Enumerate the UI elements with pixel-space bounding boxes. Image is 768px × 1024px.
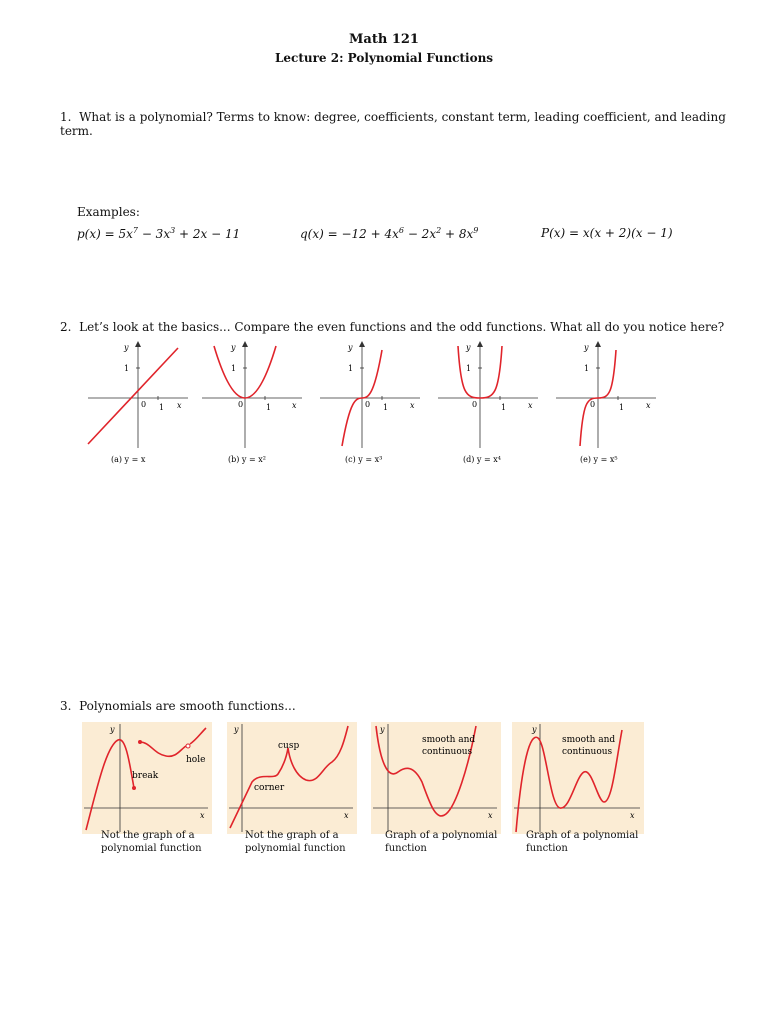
origin-label: 0 bbox=[365, 400, 371, 409]
x-axis-label: x bbox=[177, 401, 182, 410]
label-hole: hole bbox=[186, 755, 206, 765]
caption-panel-2 bbox=[245, 829, 346, 855]
svg-text:x: x bbox=[344, 811, 349, 820]
eq-part: − 2x bbox=[404, 227, 437, 241]
exponent: 6 bbox=[398, 226, 404, 235]
svg-text:y: y bbox=[234, 725, 239, 734]
caption-line: Not the graph of a bbox=[245, 830, 339, 841]
caption-line: function bbox=[526, 843, 568, 854]
eq-part: + 8x bbox=[441, 227, 474, 241]
tick-one-label: 1 bbox=[584, 364, 590, 373]
exponent: 7 bbox=[132, 226, 138, 235]
tick-one-label: 1 bbox=[159, 403, 165, 412]
caption-line: Graph of a polynomial bbox=[385, 830, 498, 841]
question-number: 3. bbox=[60, 699, 72, 713]
x-axis-label: x bbox=[528, 401, 533, 410]
origin-label: 0 bbox=[141, 400, 147, 409]
caption-line: function bbox=[385, 843, 427, 854]
label-smooth: smooth and bbox=[422, 735, 476, 745]
origin-label: 0 bbox=[238, 400, 244, 409]
label-continuous: continuous bbox=[422, 747, 473, 757]
eq-part: q(x) = −12 + 4x bbox=[300, 227, 399, 241]
label-continuous: continuous bbox=[562, 747, 613, 757]
caption-line: Not the graph of a bbox=[101, 830, 195, 841]
svg-text:x: x bbox=[630, 811, 635, 820]
question-number: 1. bbox=[60, 110, 72, 124]
label-smooth: smooth and bbox=[562, 735, 616, 745]
question-1 bbox=[60, 110, 740, 138]
question-text: Polynomials are smooth functions... bbox=[79, 699, 296, 713]
y-axis-label: y bbox=[231, 343, 236, 352]
y-axis-label: y bbox=[584, 343, 589, 352]
y-axis-label: y bbox=[348, 343, 353, 352]
examples-label: Examples: bbox=[77, 205, 140, 219]
svg-text:x: x bbox=[200, 811, 205, 820]
panel-break-hole bbox=[82, 722, 212, 834]
label-break: break bbox=[132, 771, 159, 781]
tick-one-label: 1 bbox=[466, 364, 472, 373]
lecture-title: Lecture 2: Polynomial Functions bbox=[274, 51, 494, 65]
exponent: 9 bbox=[473, 226, 479, 235]
exponent: 2 bbox=[436, 226, 442, 235]
svg-text:x: x bbox=[488, 811, 493, 820]
graph-caption: (a) y = x bbox=[111, 455, 146, 464]
example-p bbox=[77, 226, 240, 241]
caption-panel-1 bbox=[101, 829, 202, 855]
svg-text:y: y bbox=[380, 725, 385, 734]
caption-line: polynomial function bbox=[101, 843, 202, 854]
graph-caption: (e) y = x⁵ bbox=[580, 455, 618, 464]
x-axis-label: x bbox=[410, 401, 415, 410]
y-axis-label: y bbox=[466, 343, 471, 352]
exponent: 3 bbox=[170, 226, 176, 235]
x-axis-label: x bbox=[292, 401, 297, 410]
tick-one-label: 1 bbox=[619, 403, 625, 412]
question-number: 2. bbox=[60, 320, 72, 334]
tick-one-label: 1 bbox=[501, 403, 507, 412]
eq-part: + 2x − 11 bbox=[175, 227, 241, 241]
question-2 bbox=[60, 320, 740, 334]
graph-caption: (c) y = x³ bbox=[345, 455, 383, 464]
origin-label: 0 bbox=[472, 400, 478, 409]
caption-line: Graph of a polynomial bbox=[526, 830, 639, 841]
y-axis-label: y bbox=[124, 343, 129, 352]
tick-one-label: 1 bbox=[266, 403, 272, 412]
panel-smooth-2 bbox=[512, 722, 644, 834]
smooth-function-panels bbox=[82, 722, 644, 834]
graph-caption: (d) y = x⁴ bbox=[463, 455, 501, 464]
caption-panel-4 bbox=[526, 829, 638, 855]
power-function-graphs bbox=[80, 338, 668, 470]
question-text: Let’s look at the basics... Compare the even functions and the odd functions. What all do you notice here? bbox=[79, 320, 725, 334]
label-corner: corner bbox=[254, 783, 285, 793]
graph-caption: (b) y = x² bbox=[228, 455, 266, 464]
example-q bbox=[300, 226, 478, 241]
question-3 bbox=[60, 699, 740, 713]
caption-line: polynomial function bbox=[245, 843, 346, 854]
tick-one-label: 1 bbox=[383, 403, 389, 412]
x-axis-label: x bbox=[646, 401, 651, 410]
label-cusp: cusp bbox=[278, 741, 300, 751]
caption-panel-3 bbox=[385, 829, 497, 855]
panel-smooth-1 bbox=[371, 722, 501, 834]
panel-cusp-corner bbox=[227, 722, 357, 834]
eq-part: − 3x bbox=[138, 227, 171, 241]
svg-text:y: y bbox=[532, 725, 537, 734]
tick-one-label: 1 bbox=[231, 364, 237, 373]
eq-part: p(x) = 5x bbox=[77, 227, 133, 241]
course-title: Math 121 bbox=[349, 32, 419, 47]
origin-label: 0 bbox=[590, 400, 596, 409]
question-text: What is a polynomial? Terms to know: degree, coefficients, constant term, leading coefficient, and leading term. bbox=[60, 110, 726, 138]
tick-one-label: 1 bbox=[348, 364, 354, 373]
example-P: P(x) = x(x + 2)(x − 1) bbox=[541, 226, 673, 240]
tick-one-label: 1 bbox=[124, 364, 130, 373]
svg-text:y: y bbox=[110, 725, 115, 734]
